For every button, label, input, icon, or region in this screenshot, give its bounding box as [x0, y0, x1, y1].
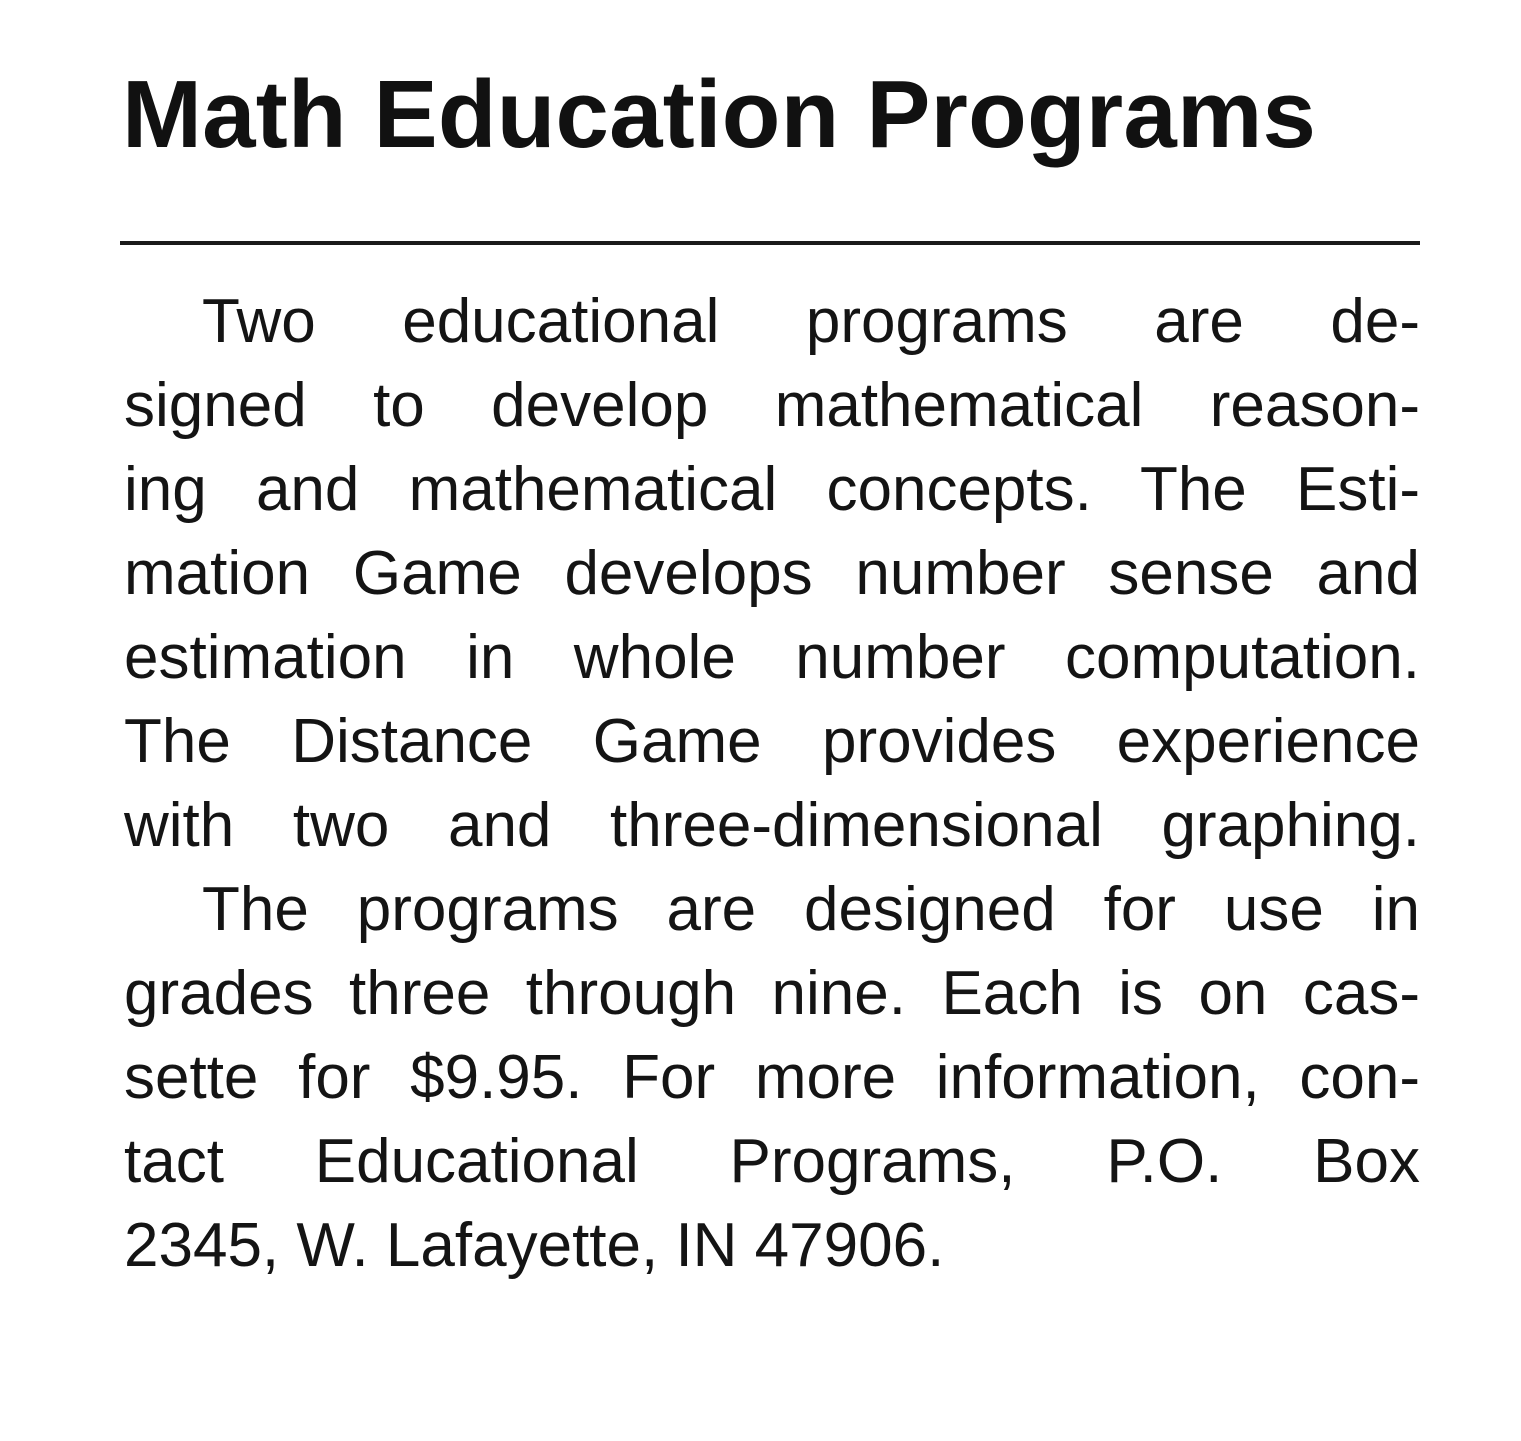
body-line: Two educational programs are de- [202, 287, 1420, 356]
body-line: sette for $9.95. For more information, con- [124, 1043, 1420, 1112]
body-line: with two and three-dimensional graphing. [124, 791, 1420, 860]
body-line: tact Educational Programs, P.O. Box [124, 1127, 1420, 1196]
body-line: The programs are designed for use in [202, 875, 1420, 944]
body-line: estimation in whole number computation. [124, 623, 1420, 692]
article-body [124, 280, 1420, 1288]
body-line: ing and mathematical concepts. The Esti- [124, 455, 1420, 524]
body-line: 2345, W. Lafayette, IN 47906. [124, 1211, 945, 1280]
title-rule [120, 241, 1420, 245]
article-title: Math Education Programs [122, 61, 1317, 168]
body-line: mation Game develops number sense and [124, 539, 1420, 608]
article [120, 0, 1420, 1441]
body-line: The Distance Game provides experience [124, 707, 1420, 776]
body-line: signed to develop mathematical reason- [124, 371, 1420, 440]
body-line: grades three through nine. Each is on cas- [124, 959, 1420, 1028]
